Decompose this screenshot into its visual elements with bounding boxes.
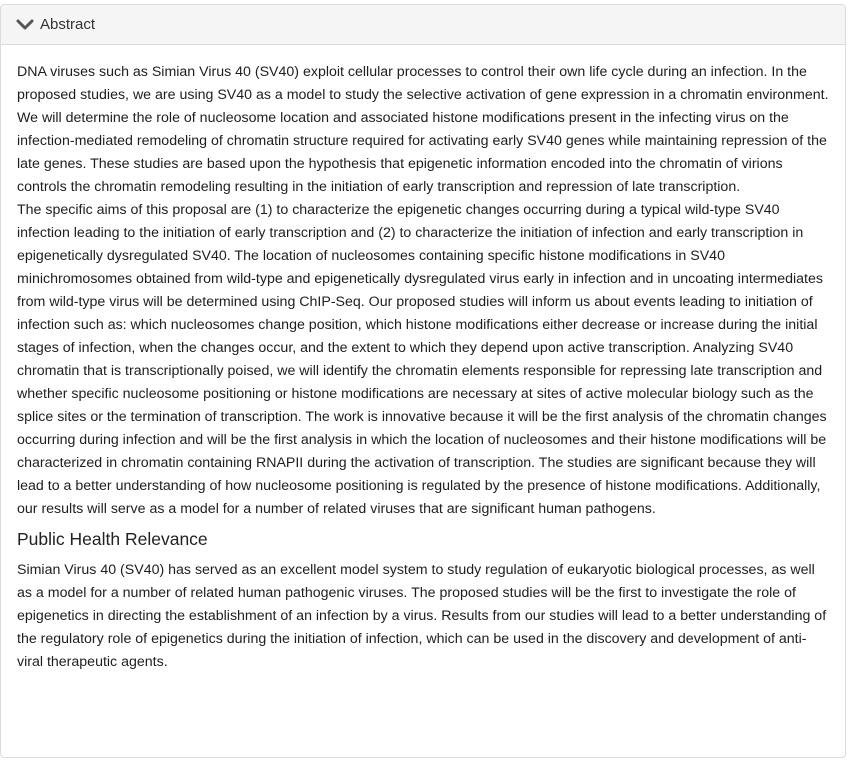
- chevron-down-icon: [16, 18, 34, 32]
- abstract-body: [1, 45, 845, 674]
- public-health-relevance-heading: Public Health Relevance: [17, 529, 208, 549]
- abstract-paragraph-2: The specific aims of this proposal are (1) to characterize the epigenetic changes occurring during a typical wild-type SV40 infection leading to the initiation of early transcription and (2) to characterize the initiation of infection and early transcription in epigenetically dysregulated SV40. The location of nucleosomes containing specific histone modifications in SV40 minichromosomes obtained from wild-type and epigenetically dysregulated virus early in infection and in uncoating intermediates from wild-type virus will be determined using ChIP-Seq. Our proposed studies will inform us about events leading to initiation of infection such as: which nucleosomes change position, which histone modifications either decrease or increase during the initial stages of infection, when the changes occur, and the extent to which they depend upon active transcription. Analyzing SV40 chromatin that is transcriptionally poised, we will identify the chromatin elements responsible for repressing late transcription and whether specific nucleosome positioning or histone modifications are necessary at sites of active molecular biology such as the splice sites or the termination of transcription. The work is innovative because it will be the first analysis of the chromatin changes occurring during infection and will be the first analysis in which the location of nucleosomes and their histone modifications will be characterized in chromatin containing RNAPII during the activation of transcription. The studies are significant because they will lead to a better understanding of how nucleosome positioning is regulated by the presence of histone modifications. Additionally, our results will serve as a model for a number of related viruses that are significant human pathogens.: [17, 202, 827, 517]
- abstract-panel: [0, 4, 846, 758]
- abstract-panel-header[interactable]: [1, 5, 845, 45]
- abstract-paragraph-1: DNA viruses such as Simian Virus 40 (SV40) exploit cellular processes to control their own life cycle during an infection. In the proposed studies, we are using SV40 as a model to study the selective activation of gene expression in a chromatin environment. We will determine the role of nucleosome location and associated histone modifications present in the infecting virus on the infection-mediated remodeling of chromatin structure required for activating early SV40 genes while maintaining repression of the late genes. These studies are based upon the hypothesis that epigenetic information encoded into the chromatin of virions controls the chromatin remodeling resulting in the initiation of early transcription and repression of late transcription.: [17, 64, 829, 195]
- public-health-relevance-text: Simian Virus 40 (SV40) has served as an excellent model system to study regulation of eukaryotic biological processes, as well as a model for a number of related human pathogenic viruses. The proposed studies will be the first to investigate the role of epigenetics in directing the establishment of an infection by a virus. Results from our studies will lead to a better understanding of the regulatory role of epigenetics during the initiation of infection, which can be used in the discovery and development of anti-viral therapeutic agents.: [17, 562, 827, 670]
- panel-title: Abstract: [40, 16, 96, 33]
